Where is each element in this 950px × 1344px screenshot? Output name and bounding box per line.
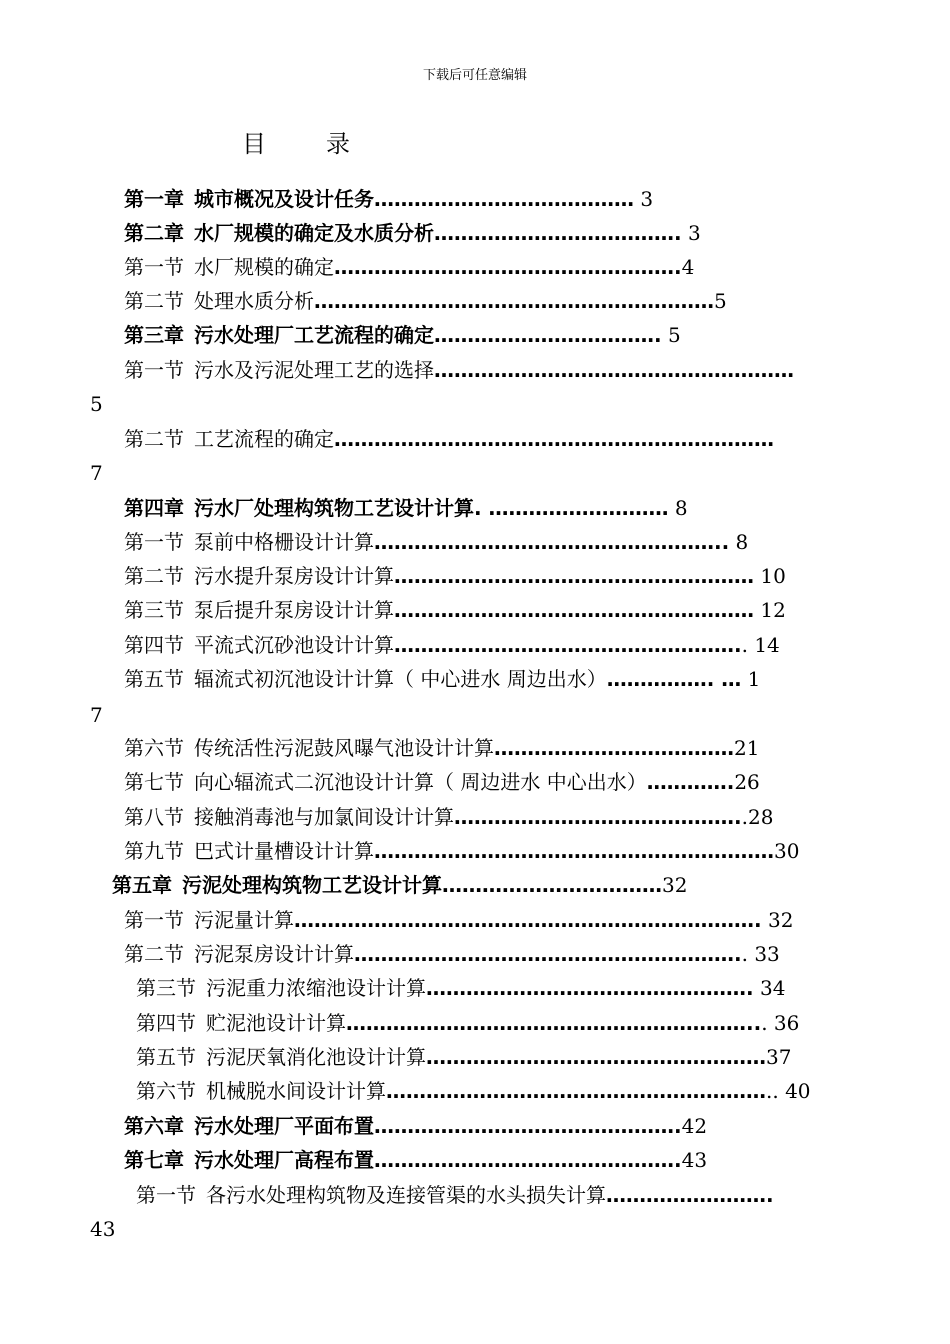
- toc-entry-label: 第九节: [124, 839, 184, 863]
- toc-entry-text: 向心辐流式二沉池设计计算（ 周边进水 中心出水）: [194, 770, 647, 794]
- toc-entry-label: 第三章: [124, 323, 184, 347]
- toc-page-number: . 36: [761, 1011, 800, 1035]
- toc-entry: [136, 1079, 811, 1103]
- toc-entry: [124, 839, 799, 863]
- toc-page-number: . 14: [741, 633, 780, 657]
- toc-entry: [124, 736, 759, 760]
- toc-entry-text: 贮泥池设计计算: [206, 1011, 346, 1035]
- toc-leader-dots: ………………………………………….: [426, 976, 754, 1000]
- toc-entry-label: 第五节: [136, 1045, 196, 1069]
- toc-entry-text: 污水处理厂高程布置: [194, 1148, 374, 1172]
- toc-page-number: 32: [662, 873, 688, 897]
- toc-entry: [112, 873, 687, 897]
- toc-title-a: 目: [242, 130, 266, 158]
- toc-entry-label: 第四节: [136, 1011, 196, 1035]
- toc-leader-dots: …………………………………………….: [394, 633, 742, 657]
- toc-leader-dots: ………………………………………………: [394, 564, 754, 588]
- toc-leader-dots: ……………………………………………: [426, 1045, 766, 1069]
- toc-entry: [124, 564, 786, 588]
- toc-page-number: 34: [753, 976, 786, 1000]
- toc-page-number-wrapped: 43: [90, 1217, 116, 1241]
- toc-entry-label: 第二节: [124, 564, 184, 588]
- toc-page-number: 37: [766, 1045, 792, 1069]
- toc-entry: [124, 805, 773, 829]
- toc-entry-text: 泵后提升泵房设计计算: [194, 598, 394, 622]
- toc-leader-dots: …………………………………………….: [334, 255, 682, 279]
- toc-entry-label: 第四节: [124, 633, 184, 657]
- toc-entry: [124, 289, 727, 313]
- toc-entry-label: 第八节: [124, 805, 184, 829]
- toc-entry-label: 第一节: [124, 530, 184, 554]
- toc-entry: [124, 942, 780, 966]
- toc-leader-dots: ……………………………………….: [374, 1114, 682, 1138]
- toc-entry-label: 第四章: [124, 496, 184, 520]
- toc-entry: [124, 1114, 707, 1138]
- toc-entry-text: 污水及污泥处理工艺的选择: [194, 358, 434, 382]
- toc-entry: [124, 427, 774, 451]
- toc-entry-text: 污泥处理构筑物工艺设计计算: [182, 873, 442, 897]
- toc-entry-text: 处理水质分析: [194, 289, 314, 313]
- toc-leader-dots: …………………………………………………………….: [294, 908, 762, 932]
- page-header: 下载后可任意编辑: [422, 68, 527, 83]
- toc-page-number: 30: [774, 839, 800, 863]
- toc-entry-text: 工艺流程的确定: [194, 427, 334, 451]
- toc-entry-text: 水厂规模的确定及水质分析: [194, 221, 434, 245]
- toc-entry: [124, 530, 748, 554]
- toc-entry: [136, 1183, 774, 1207]
- toc-entry-text: 污水厂处理构筑物工艺设计计算: [194, 496, 474, 520]
- toc-entry-label: 第一章: [124, 187, 184, 211]
- toc-page-number: 4: [681, 255, 695, 279]
- toc-entry-text: 水厂规模的确定: [194, 255, 334, 279]
- toc-entry: [124, 358, 794, 382]
- toc-page-number-wrapped: 7: [90, 461, 103, 485]
- toc-entry-text: 污水处理厂工艺流程的确定: [194, 323, 434, 347]
- toc-leader-dots: ………………………………………………: [434, 358, 794, 382]
- toc-page-number-wrapped: 5: [90, 392, 103, 416]
- toc-entry-text: 辐流式初沉池设计计算（ 中心进水 周边出水）: [194, 667, 607, 691]
- toc-page-number-wrapped: 7: [90, 703, 103, 727]
- toc-entry: [124, 496, 688, 520]
- toc-entry: [136, 976, 785, 1000]
- toc-entry: [124, 633, 780, 657]
- toc-leader-dots: ……………………………: [442, 873, 662, 897]
- toc-leader-dots: . ………………………: [474, 496, 669, 520]
- toc-entry: [136, 1011, 799, 1035]
- toc-page-number: 26: [734, 770, 760, 794]
- toc-entry: [124, 187, 653, 211]
- toc-page-number: .28: [741, 805, 774, 829]
- toc-leader-dots: ………………………………………………….: [354, 942, 742, 966]
- toc-entry-text: 污水提升泵房设计计算: [194, 564, 394, 588]
- toc-leader-dots: ……………………………………………………: [374, 839, 774, 863]
- toc-entry-text: 传统活性污泥鼓风曝气池设计计算: [194, 736, 494, 760]
- toc-entry-label: 第二节: [124, 427, 184, 451]
- toc-leader-dots: …………………………………….: [454, 805, 742, 829]
- toc-leader-dots: …………………………….: [434, 323, 662, 347]
- toc-page-number: 43: [681, 1148, 708, 1172]
- toc-entry-label: 第五节: [124, 667, 184, 691]
- toc-entry-text: 污泥量计算: [194, 908, 294, 932]
- toc-entry-label: 第六节: [136, 1079, 196, 1103]
- toc-entry: [124, 221, 701, 245]
- toc-page-number: .. 40: [766, 1079, 811, 1103]
- toc-entry-text: 污泥泵房设计计算: [194, 942, 354, 966]
- toc-entry-label: 第一节: [124, 255, 184, 279]
- toc-leader-dots: ………………………………: [494, 736, 734, 760]
- toc-entry-label: 第二节: [124, 289, 184, 313]
- toc-entry-label: 第六节: [124, 736, 184, 760]
- toc-leader-dots: ……………………………………………………: [314, 289, 714, 313]
- toc-leader-dots: ……………………………….: [434, 221, 682, 245]
- toc-leader-dots: ………….: [646, 770, 735, 794]
- toc-entry-label: 第二章: [124, 221, 184, 245]
- toc-page-number: 3: [634, 187, 654, 211]
- toc-entry-label: 第三节: [124, 598, 184, 622]
- toc-entry-label: 第二节: [124, 942, 184, 966]
- toc-entry-label: 第七章: [124, 1148, 184, 1172]
- toc-page-number: 12: [754, 598, 786, 622]
- toc-entry-text: 污水处理厂平面布置: [194, 1114, 374, 1138]
- toc-page-number: 3: [681, 221, 701, 245]
- toc-entry-text: 接触消毒池与加氯间设计计算: [194, 805, 454, 829]
- toc-entry: [124, 323, 681, 347]
- toc-entry: [136, 1045, 791, 1069]
- toc-leader-dots: …………………………………………………………: [334, 427, 774, 451]
- toc-entry: [124, 908, 793, 932]
- toc-entry: [124, 598, 786, 622]
- toc-page-number: . 33: [741, 942, 780, 966]
- toc-entry: [124, 667, 760, 691]
- toc-entry-text: 各污水处理构筑物及连接管渠的水头损失计算: [206, 1183, 606, 1207]
- toc-entry-label: 第一节: [124, 908, 184, 932]
- toc-entry-text: 污泥重力浓缩池设计计算: [206, 976, 426, 1000]
- toc-page-number: 5: [714, 289, 727, 313]
- toc-leader-dots: …………………………………………………: [386, 1079, 766, 1103]
- toc-page-number: 21: [734, 736, 760, 760]
- toc-page-number: 8: [668, 496, 688, 520]
- toc-leader-dots: ……………………………………………………..: [346, 1011, 762, 1035]
- toc-page-number: 32: [761, 908, 794, 932]
- toc-entry-label: 第一节: [124, 358, 184, 382]
- toc-leader-dots: ………………………………………………: [394, 598, 754, 622]
- toc-entry-text: 城市概况及设计任务: [194, 187, 374, 211]
- toc-leader-dots: …………………….: [606, 1183, 774, 1207]
- toc-leader-dots: …………………………………: [374, 187, 634, 211]
- toc-entry-label: 第五章: [112, 873, 172, 897]
- toc-entry: [124, 1148, 707, 1172]
- toc-entry-label: 第一节: [136, 1183, 196, 1207]
- toc-entry-text: 巴式计量槽设计计算: [194, 839, 374, 863]
- toc-entry-text: 泵前中格栅设计计算: [194, 530, 374, 554]
- toc-title-b: 录: [326, 130, 350, 158]
- toc-entry-label: 第三节: [136, 976, 196, 1000]
- toc-page-number: 1: [741, 667, 761, 691]
- toc-entry: [124, 770, 760, 794]
- toc-title: [242, 124, 350, 159]
- toc-leader-dots: ……………. …: [606, 667, 742, 691]
- toc-entry-text: 平流式沉砂池设计计算: [194, 633, 394, 657]
- toc-page-number: 42: [681, 1114, 708, 1138]
- toc-leader-dots: ……………………………………….: [374, 1148, 682, 1172]
- toc-entry-text: 机械脱水间设计计算: [206, 1079, 386, 1103]
- toc-page-number: 10: [754, 564, 786, 588]
- toc-entry: [124, 255, 694, 279]
- toc-entry-text: 污泥厌氧消化池设计计算: [206, 1045, 426, 1069]
- toc-entry-label: 第七节: [124, 770, 184, 794]
- toc-entry-label: 第六章: [124, 1114, 184, 1138]
- toc-page-number: 5: [661, 323, 681, 347]
- toc-leader-dots: ……………………………………………..: [374, 530, 730, 554]
- toc-page-number: 8: [729, 530, 749, 554]
